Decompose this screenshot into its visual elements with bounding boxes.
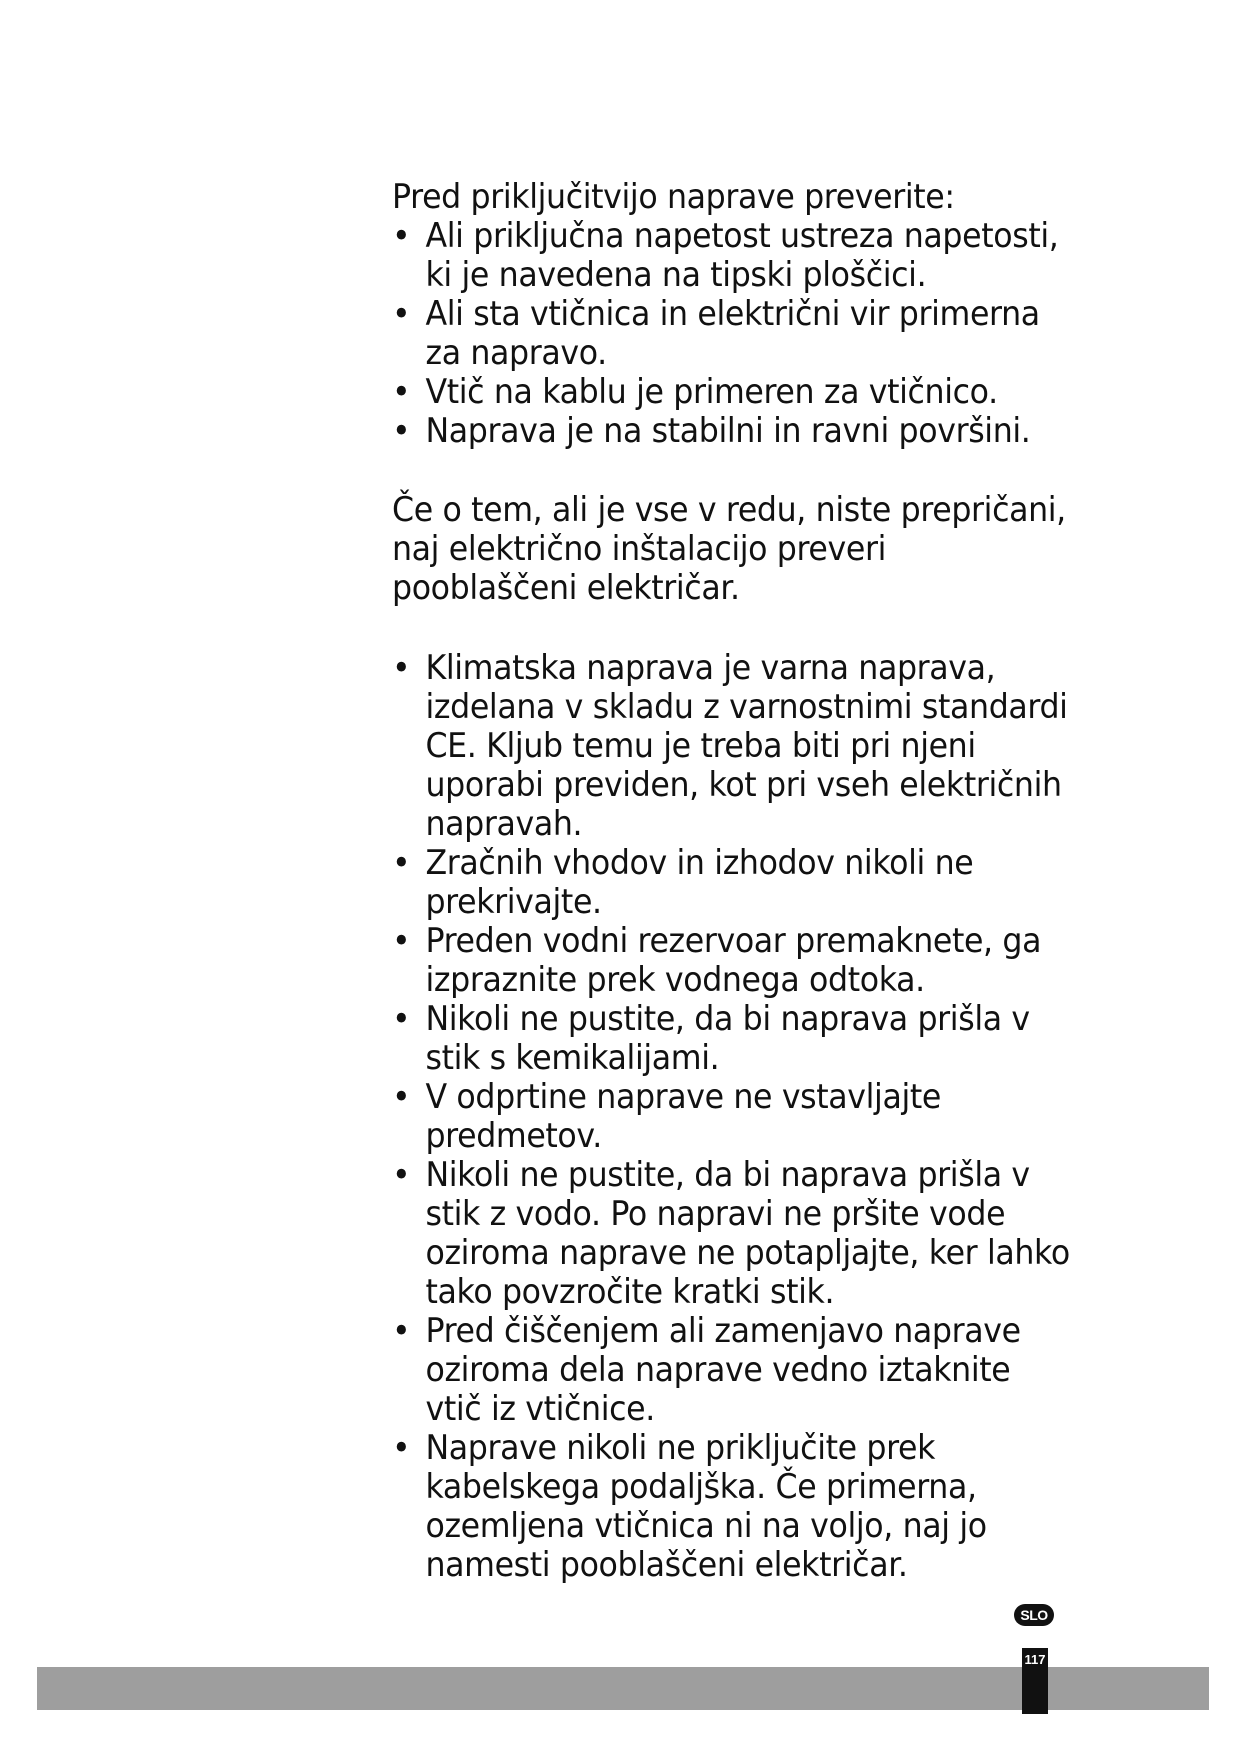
safety-item: • Nikoli ne pustite, da bi naprava prišla v stik z vodo. Po napravi ne pršite vode oziroma naprave ne potapljajte, ker lahko tako povzročite kratki stik. bbox=[392, 1155, 1070, 1312]
main-text bbox=[392, 178, 1071, 1585]
safety-item: • Preden vodni rezervoar premaknete, ga izpraznite prek vodnega odtoka. bbox=[392, 921, 1042, 1000]
checklist bbox=[392, 217, 1071, 451]
bullet-icon: • bbox=[392, 216, 411, 256]
safety-item: • Nikoli ne pustite, da bi naprava prišla v stik s kemikalijami. bbox=[392, 999, 1030, 1078]
intro-text: Pred priključitvijo naprave preverite: bbox=[392, 177, 955, 217]
page-number: 117 bbox=[1022, 1648, 1048, 1714]
language-badge: SLO bbox=[1014, 1604, 1054, 1626]
safety-item: • Zračnih vhodov in izhodov nikoli ne prekrivajte. bbox=[392, 843, 974, 922]
bullet-icon: • bbox=[392, 411, 411, 451]
safety-item: • Pred čiščenjem ali zamenjavo naprave oziroma dela naprave vedno iztaknite vtič iz vtičnice. bbox=[392, 1311, 1021, 1429]
safety-item: • Klimatska naprava je varna naprava, izdelana v skladu z varnostnimi standardi CE. Kljub temu je treba biti pri njeni uporabi previden, kot pri vseh električnih napravah. bbox=[392, 648, 1068, 844]
bullet-icon: • bbox=[392, 921, 411, 961]
bullet-icon: • bbox=[392, 1077, 411, 1117]
checklist-item: • Ali sta vtičnica in električni vir primerna za napravo. bbox=[392, 294, 1040, 373]
checklist-item: • Ali priključna napetost ustreza napetosti, ki je navedena na tipski ploščici. bbox=[392, 216, 1059, 295]
bullet-icon: • bbox=[392, 1428, 411, 1468]
bullet-icon: • bbox=[392, 372, 411, 412]
bullet-icon: • bbox=[392, 1311, 411, 1351]
safety-item: • Naprave nikoli ne priključite prek kabelskega podaljška. Če primerna, ozemljena vtičnica ni na voljo, naj jo namesti pooblaščeni električar. bbox=[392, 1428, 987, 1585]
bullet-icon: • bbox=[392, 648, 411, 688]
bullet-icon: • bbox=[392, 843, 411, 883]
bullet-icon: • bbox=[392, 999, 411, 1039]
checklist-item: • Vtič na kablu je primeren za vtičnico. bbox=[392, 372, 998, 412]
note-paragraph: Če o tem, ali je vse v redu, niste prepričani, naj električno inštalacijo preveri pooblaščeni električar. bbox=[392, 490, 1066, 608]
checklist-item: • Naprava je na stabilni in ravni površini. bbox=[392, 411, 1031, 451]
bullet-icon: • bbox=[392, 1155, 411, 1195]
safety-item: • V odprtine naprave ne vstavljajte predmetov. bbox=[392, 1077, 941, 1156]
bullet-icon: • bbox=[392, 294, 411, 334]
safety-list bbox=[392, 649, 1071, 1585]
